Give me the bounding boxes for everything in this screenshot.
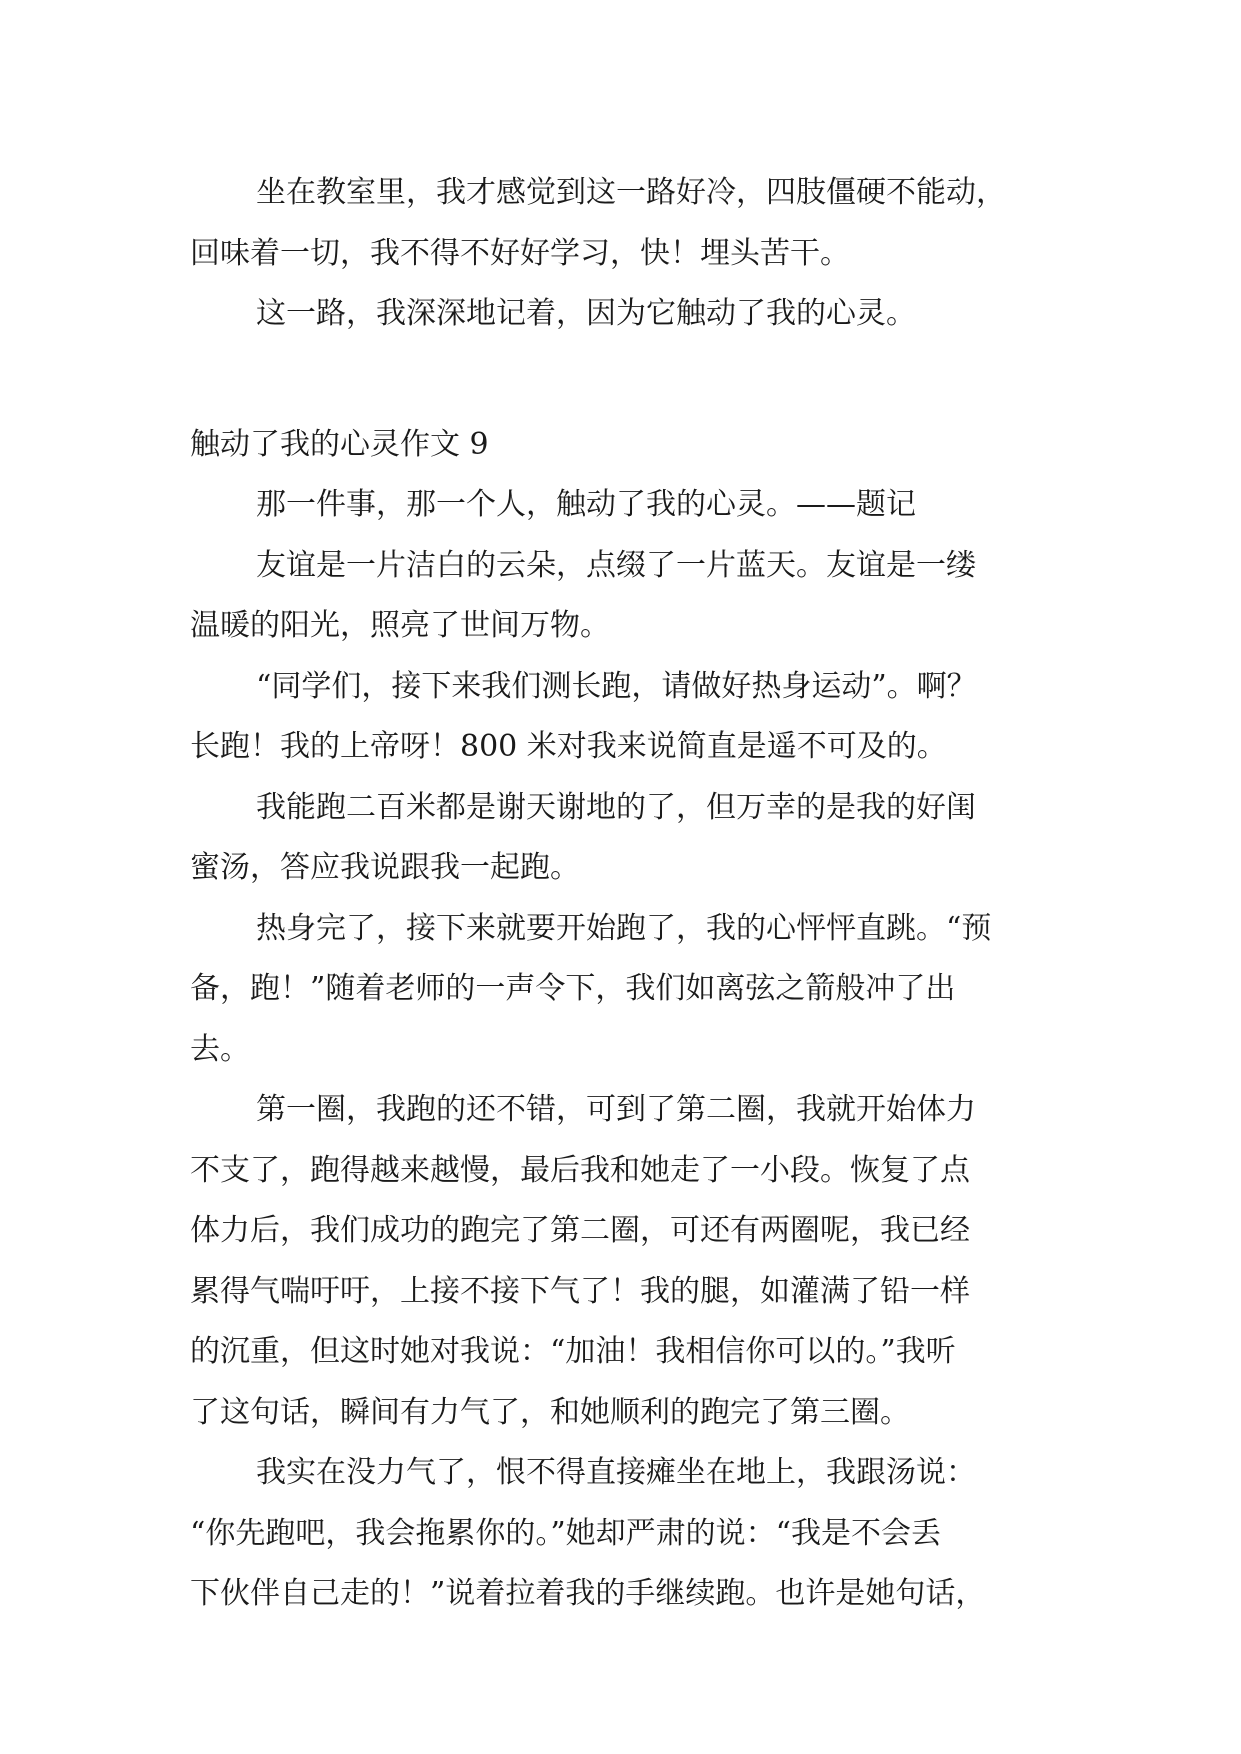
paragraph-line: 回味着一切，我不得不好好学习，快！埋头苦干。 (190, 235, 850, 271)
paragraph-line: 友谊是一片洁白的云朵，点缀了一片蓝天。友谊是一缕 (256, 547, 976, 583)
paragraph-line: “你先跑吧，我会拖累你的。”她却严肃的说：“我是不会丢 (190, 1515, 942, 1551)
essay-heading: 触动了我的心灵作文 9 (190, 426, 489, 462)
previous-section (190, 163, 1050, 345)
paragraph-line: 蜜汤，答应我说跟我一起跑。 (190, 850, 580, 885)
paragraph-line: 我实在没力气了，恨不得直接瘫坐在地上，我跟汤说： (256, 1455, 976, 1490)
paragraph-line: 那一件事，那一个人，触动了我的心灵。——题记 (256, 487, 916, 522)
paragraph-line: 不支了，跑得越来越慢，最后我和她走了一小段。恢复了点 (190, 1152, 970, 1188)
essay-body (190, 475, 1050, 1625)
paragraph-line: 备，跑！”随着老师的一声令下，我们如离弦之箭般冲了出 (190, 971, 956, 1006)
paragraph-line: 坐在教室里，我才感觉到这一路好冷，四肢僵硬不能动， (256, 175, 1006, 210)
paragraph-line: 热身完了，接下来就要开始跑了，我的心怦怦直跳。“预 (256, 910, 992, 946)
paragraph-line: 的沉重，但这时她对我说：“加油！我相信你可以的。”我听 (190, 1334, 956, 1369)
paragraph-line: 温暖的阳光，照亮了世间万物。 (190, 608, 610, 643)
paragraph-line: 长跑！我的上帝呀！800 米对我来说简直是遥不可及的。 (190, 729, 947, 764)
paragraph-line: 体力后，我们成功的跑完了第二圈，可还有两圈呢，我已经 (190, 1213, 970, 1248)
document-page (190, 163, 1050, 1625)
paragraph-line: 去。 (190, 1031, 250, 1067)
paragraph-line: “同学们，接下来我们测长跑，请做好热身运动”。啊？ (256, 668, 977, 704)
paragraph-line: 下伙伴自己走的！”说着拉着我的手继续跑。也许是她句话， (190, 1576, 986, 1611)
paragraph-line: 累得气喘吁吁，上接不接下气了！我的腿，如灌满了铅一样 (190, 1273, 970, 1309)
paragraph-line: 第一圈，我跑的还不错，可到了第二圈，我就开始体力 (256, 1092, 976, 1127)
paragraph-line: 这一路，我深深地记着，因为它触动了我的心灵。 (256, 296, 916, 331)
paragraph-line: 了这句话，瞬间有力气了，和她顺利的跑完了第三圈。 (190, 1394, 910, 1430)
paragraph-line: 我能跑二百米都是谢天谢地的了，但万幸的是我的好闺 (256, 789, 976, 825)
